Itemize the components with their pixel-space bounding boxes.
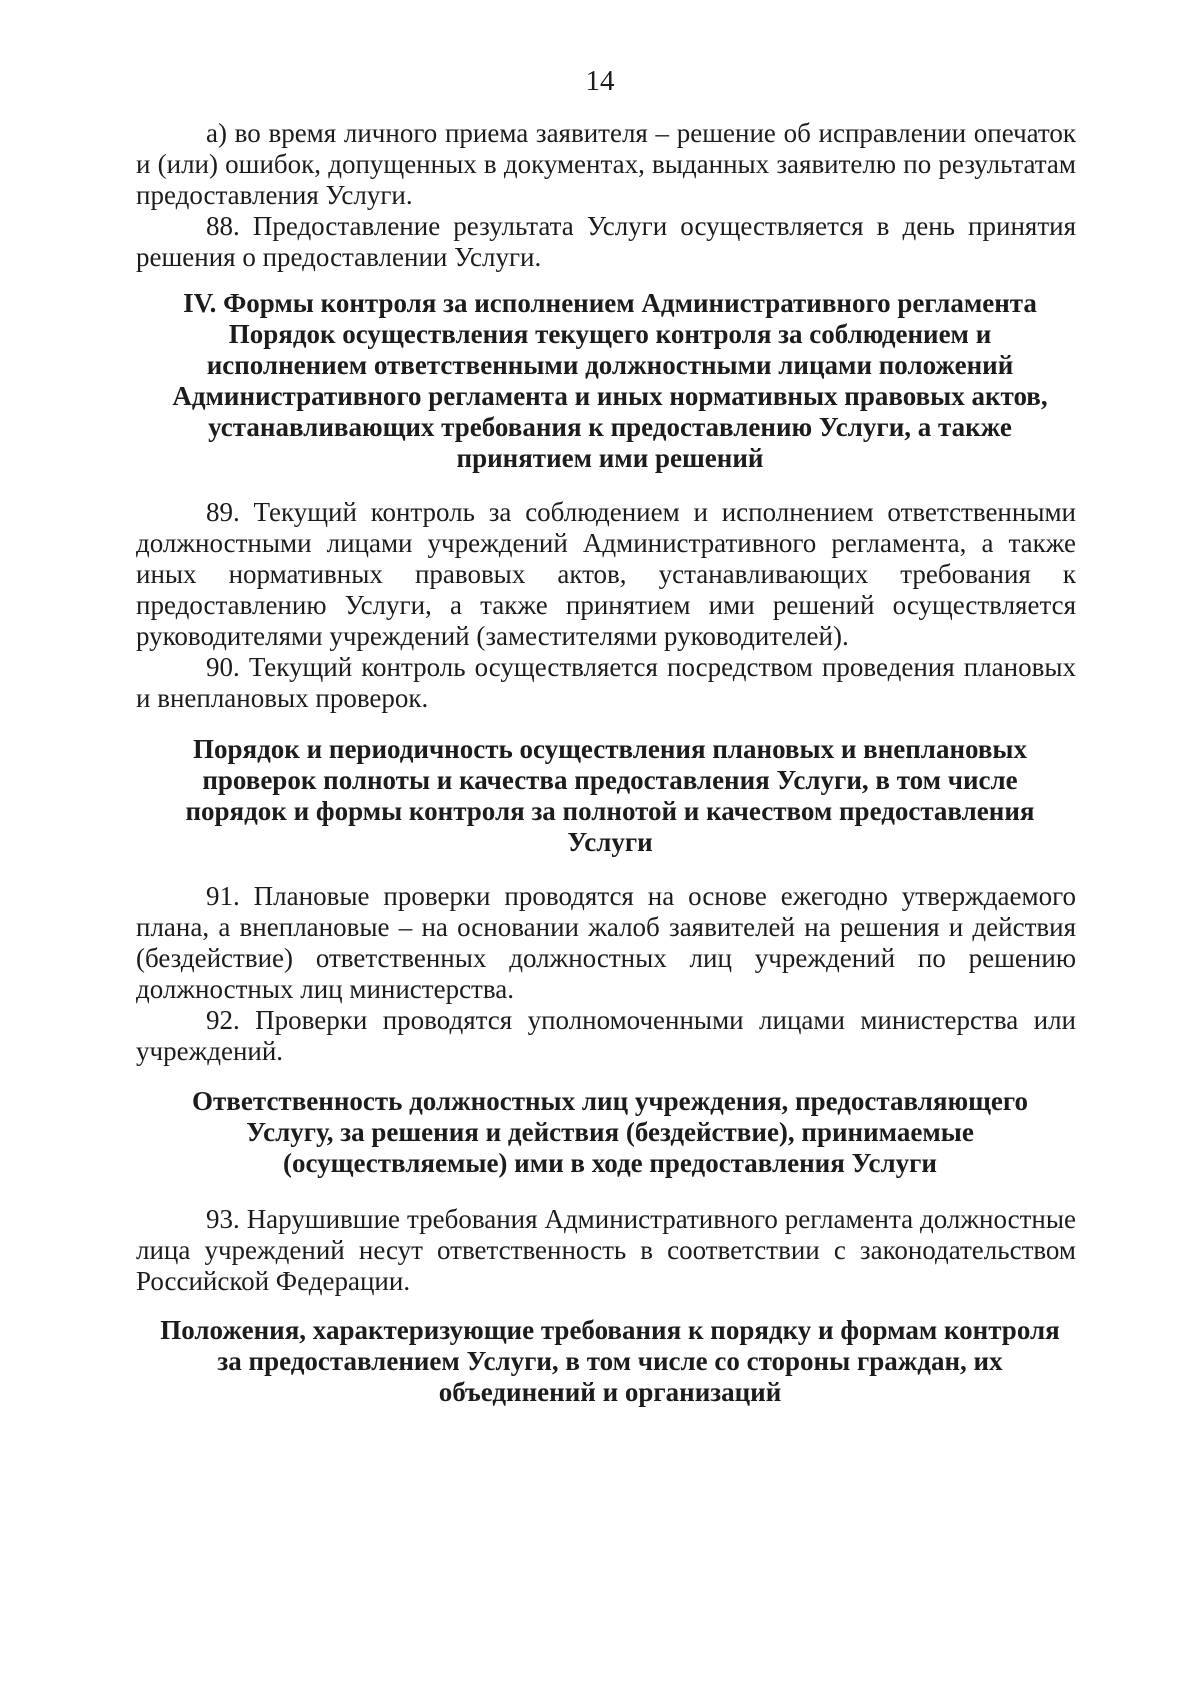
paragraph-93: 93. Нарушившие требования Административного регламента должностные лица учреждений несут ответственность в соответствии с законодательством Российской Федерации.	[136, 1204, 1076, 1296]
heading-line: принятием ими решений	[456, 443, 764, 473]
heading-line: Услуги	[567, 827, 653, 857]
heading-line: Порядок и периодичность осуществления плановых и внеплановых	[193, 734, 1027, 764]
heading-line: Ответственность должностных лиц учреждения, предоставляющего	[192, 1086, 1028, 1116]
heading-line: IV. Формы контроля за исполнением Административного регламента	[183, 288, 1037, 318]
heading-line: Административного регламента и иных нормативных правовых актов,	[172, 381, 1048, 411]
section-heading-inspections	[130, 734, 1090, 858]
paragraph-92: 92. Проверки проводятся уполномоченными лицами министерства или учреждений.	[136, 1005, 1076, 1066]
heading-line: за предоставлением Услуги, в том числе со стороны граждан, их	[217, 1346, 1003, 1376]
paragraph-a: а) во время личного приема заявителя – решение об исправлении опечаток и (или) ошибок, допущенных в документах, выданных заявителю по результатам предоставления Услуги.	[136, 118, 1076, 210]
heading-line: (осуществляемые) ими в ходе предоставления Услуги	[283, 1148, 937, 1178]
heading-line: порядок и формы контроля за полнотой и качеством предоставления	[185, 796, 1035, 826]
heading-line: Услугу, за решения и действия (бездействие), принимаемые	[246, 1117, 974, 1147]
section-heading-responsibility	[130, 1086, 1090, 1179]
paragraph-90: 90. Текущий контроль осуществляется посредством проведения плановых и внеплановых проверок.	[136, 652, 1076, 713]
heading-line: Положения, характеризующие требования к порядку и формам контроля	[160, 1315, 1060, 1345]
heading-line: Порядок осуществления текущего контроля за соблюдением и	[228, 319, 992, 349]
text-block-2	[136, 497, 1076, 714]
page-number: 14	[585, 65, 615, 97]
heading-line: объединений и организаций	[438, 1377, 782, 1407]
text-block-1	[136, 118, 1076, 273]
paragraph-89: 89. Текущий контроль за соблюдением и исполнением ответственными должностными лицами учреждений Административного регламента, а также иных нормативных правовых актов, устанавливающих требования к предоставлению Услуги, а также принятием ими решений осуществляется руководителями учреждений (заместителями руководителей).	[136, 497, 1076, 651]
heading-line: устанавливающих требования к предоставлению Услуги, а также	[208, 412, 1012, 442]
text-block-4	[136, 1204, 1076, 1297]
heading-line: исполнением ответственными должностными лицами положений	[206, 350, 1014, 380]
text-block-3	[136, 881, 1076, 1067]
section-heading-citizen-control	[130, 1315, 1090, 1408]
section-heading-iv	[130, 288, 1090, 474]
paragraph-91: 91. Плановые проверки проводятся на основе ежегодно утверждаемого плана, а внеплановые – на основании жалоб заявителей на решения и действия (бездействие) ответственных должностных лиц учреждений по решению должностных лиц министерства.	[136, 881, 1076, 1004]
heading-line: проверок полноты и качества предоставления Услуги, в том числе	[202, 765, 1018, 795]
paragraph-88: 88. Предоставление результата Услуги осуществляется в день принятия решения о предоставлении Услуги.	[136, 211, 1076, 272]
